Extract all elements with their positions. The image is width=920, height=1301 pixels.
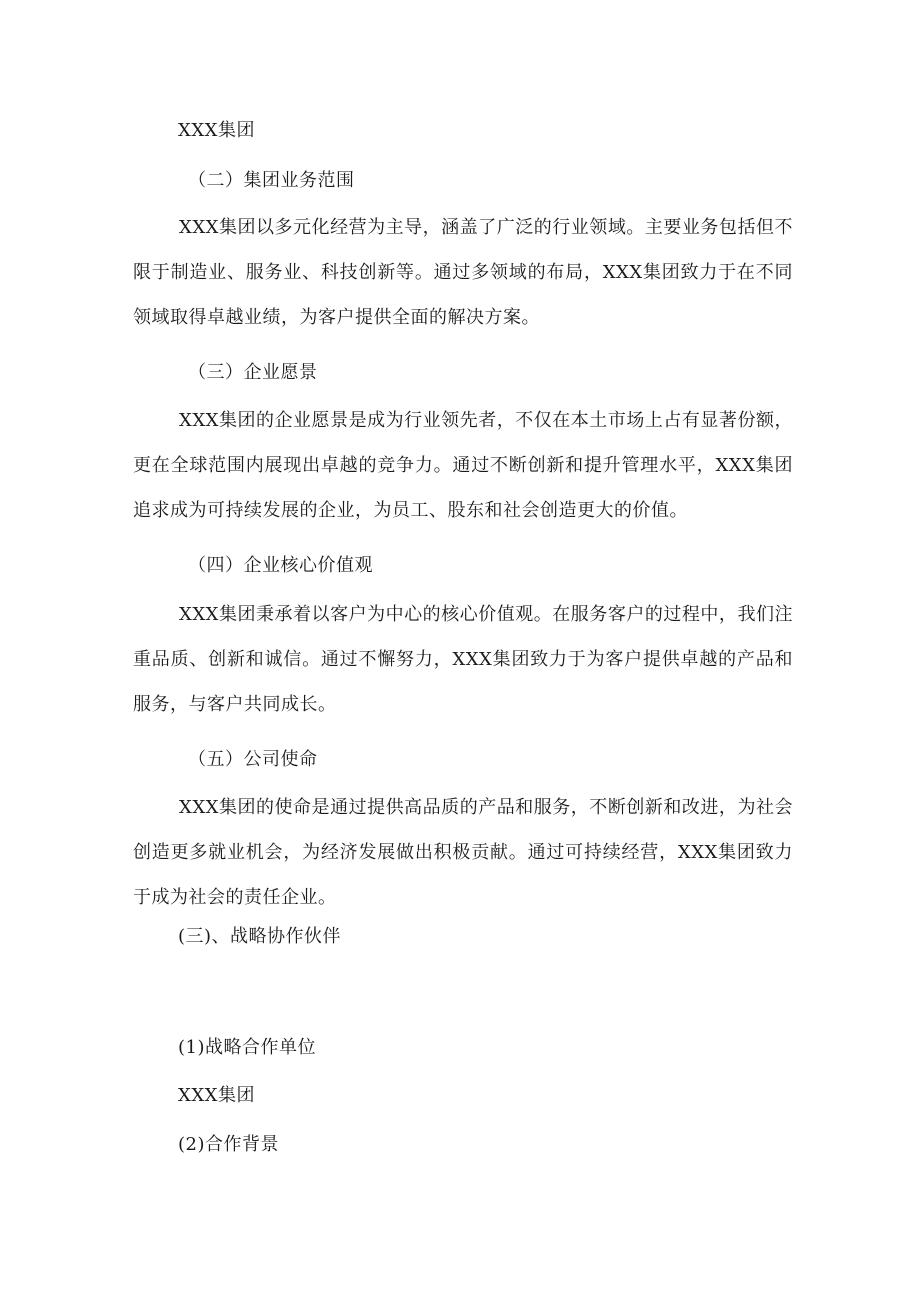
paragraph-vision: XXX集团的企业愿景是成为行业领先者，不仅在本土市场上占有显著份额，更在全球范围内展现出卓越的竞争力。通过不断创新和提升管理水平，XXX集团追求成为可持续发展的企业，为员工、股东和社会创造更大的价值。 [133, 410, 793, 521]
heading-mission: （五）公司使命 [188, 749, 318, 770]
value-partner-unit: XXX集团 [178, 1085, 255, 1106]
paragraph-core-values: XXX集团秉承着以客户为中心的核心价值观。在服务客户的过程中，我们注重品质、创新和诚信。通过不懈努力，XXX集团致力于为客户提供卓越的产品和服务，与客户共同成长。 [133, 604, 793, 715]
heading-strategic-partners: (三)、战略协作伙伴 [178, 926, 342, 947]
paragraph-business-scope: XXX集团以多元化经营为主导，涵盖了广泛的行业领域。主要业务包括但不限于制造业、服务业、科技创新等。通过多领域的布局，XXX集团致力于在不同领域取得卓越业绩，为客户提供全面的解决方案。 [133, 217, 793, 328]
paragraph-mission: XXX集团的使命是通过提供高品质的产品和服务，不断创新和改进，为社会创造更多就业机会，为经济发展做出积极贡献。通过可持续经营，XXX集团致力于成为社会的责任企业。 [133, 797, 793, 908]
label-partner-unit: (1)战略合作单位 [178, 1037, 316, 1058]
heading-business-scope: （二）集团业务范围 [188, 170, 355, 191]
heading-vision: （三）企业愿景 [188, 362, 318, 383]
label-cooperation-background: (2)合作背景 [178, 1134, 279, 1155]
heading-core-values: （四）企业核心价值观 [188, 555, 373, 576]
intro-label: XXX集团 [178, 120, 255, 141]
